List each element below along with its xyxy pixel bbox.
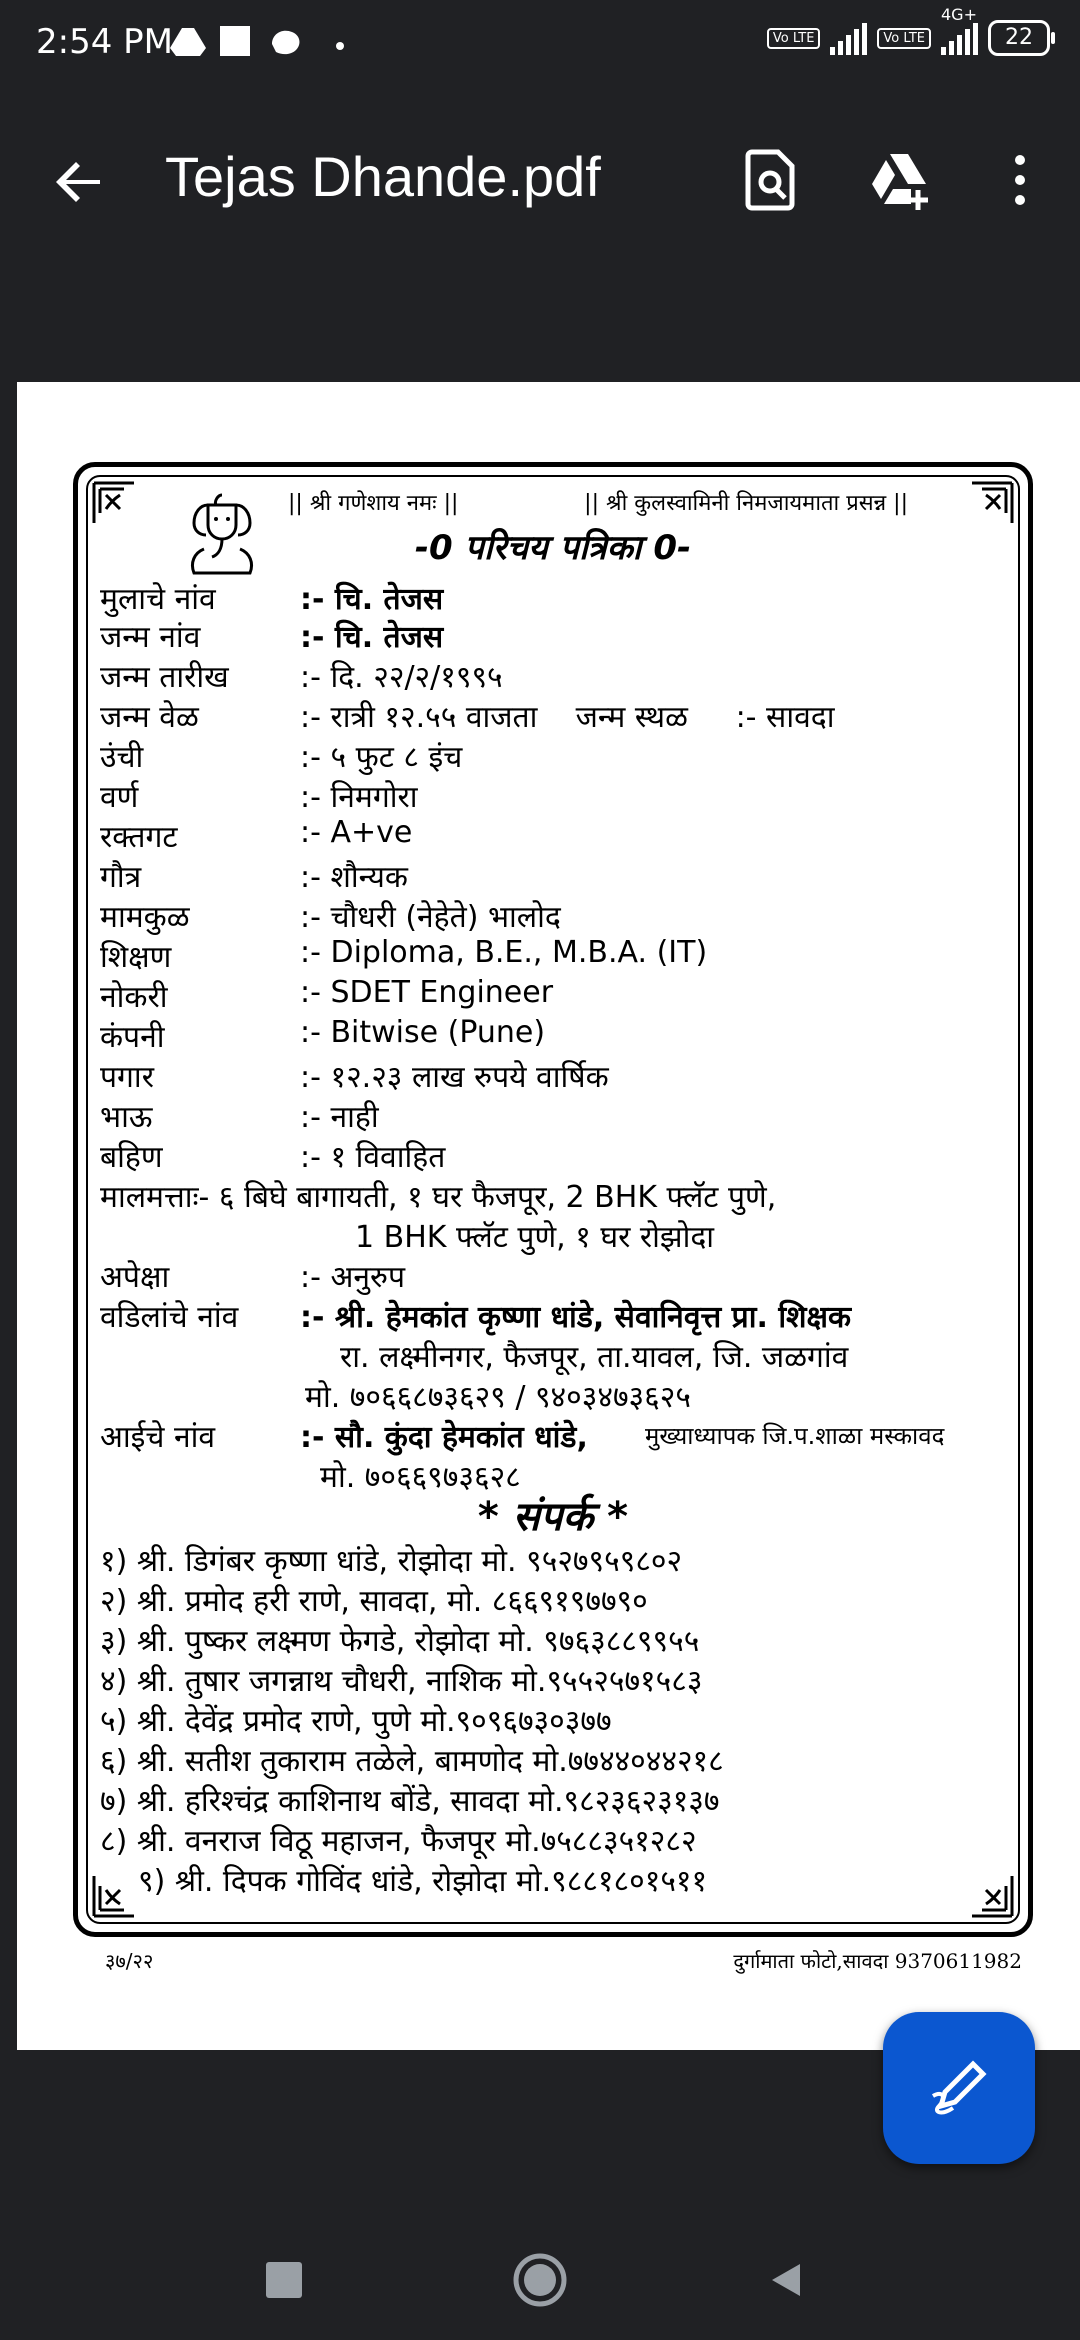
network-type: 4G+ <box>941 5 977 24</box>
contact-item: ८) श्री. वनराज विठू महाजन, फैजपूर मो.७५८८३५१२८२ <box>100 1824 697 1859</box>
notification-square-icon <box>220 26 250 56</box>
edit-fab-button[interactable] <box>883 2012 1035 2164</box>
header-right: || श्री कुलस्वामिनी निमजायमाता प्रसन्न || <box>584 491 908 516</box>
recents-square-icon[interactable] <box>266 2262 302 2298</box>
signal-icon-2 <box>941 5 978 55</box>
back-arrow-icon[interactable] <box>50 152 110 212</box>
contact-item: ४) श्री. तुषार जगन्नाथ चौधरी, नाशिक मो.९५५२५७१५८३ <box>100 1664 703 1699</box>
volte-badge-2: Vo LTE <box>877 28 931 49</box>
notification-bird-icon <box>268 26 304 58</box>
biodata-frame: || श्री गणेशाय नमः || || श्री कुलस्वामिनी निमजायमाता प्रसन्न || -0 परिचय पत्रिका 0- मुलाचे नांव :- चि. तेजस जन्म नांव :- चि. तेजस जन्म तारीख :- दि. २२/२/१९९५ जन्म वेळ :- रात्री १२.५५ वाजता जन्म स्थळ :- सावदा उंची :- ५ फुट ८ इंच वर्ण :- निमगोरा रक्तगट :- A+ve गौत्र :- शौन्यक मामकुळ :- चौधरी (नेहेते) भालोद शिक्षण :- Diploma, B.E., M.B.A. (IT) नोकरी :- SDET Engineer कंपनी :- Bitwise (Pune) पगार :- १२.२३ लाख रुपये वार्षिक भाऊ :- नाही बहिण :- १ विवाहित मालमत्ताः- ६ बिघे बागायती, १ घर फैजपूर, 2 BHK फ्लॅट पुणे, 1 BHK फ्लॅट पुणे, १ घर रोझोदा अपेक्षा :- अनुरुप वडिलांचे नांव :- श्री. हेमकांत कृष्णा धांडे, सेवानिवृत्त प्रा. शिक्षक रा. लक्ष्मीनगर, फैजपूर, ता.यावल, जि. जळगांव मो. ७०६६८७३६२९ / ९४०३४७३६२५ आईचे नांव :- सौ. कुंदा हेमकांत धांडे, मुख्याध्यापक जि.प.शाळा मस्कावद मो. ७०६६९७३६२८ * संपर्क * १) श्री. डिगंबर कृष्णा धांडे, रोझोदा मो. ९५२७९५९८०२ २) श्री. प्रमोद हरी राणे, सावदा, मो. ८६६९१९७७९० ३) श्री. पुष्कर लक्ष्मण फेगडे, रोझोदा मो. ९७६३८८९९५५ ४) श्री. तुषार जगन्नाथ चौधरी, नाशिक मो.९५५२५७१५८३ ५) श्री. देवेंद्र प्रमोद राणे, पुणे मो.९०९६७३०३७७ ६) श्री. सतीश तुकाराम तळेले, बामणोद मो.७७४४०४४२१८ ७) श्री. हरिश्चंद्र काशिनाथ बोंडे, सावदा मो.९८२३६२३१३७ ८) श्री. वनराज विठू महाजन, फैजपूर मो.७५८८३५१२८२ ९) श्री. दिपक गोविंद धांडे, रोझोदा मो.९८८१८०१५११ <box>73 462 1033 1937</box>
contact-item: ७) श्री. हरिश्चंद्र काशिनाथ बोंडे, सावदा मो.९८२३६२३१३७ <box>100 1784 720 1819</box>
footer-right: दुर्गामाता फोटो,सावदा 9370611982 <box>733 1949 1022 1973</box>
add-to-drive-icon[interactable] <box>870 148 934 212</box>
document-title: Tejas Dhande.pdf <box>165 145 601 208</box>
document-heading: -0 परिचय पत्रिका 0- <box>414 528 692 568</box>
pdf-page[interactable] <box>17 382 1080 2050</box>
contact-item: ५) श्री. देवेंद्र प्रमोद राणे, पुणे मो.९०९६७३०३७७ <box>100 1704 612 1739</box>
volte-badge-1: Vo LTE <box>767 28 821 49</box>
signal-icon-1 <box>830 21 867 55</box>
header-left: || श्री गणेशाय नमः || <box>288 491 459 516</box>
battery-icon: 22 <box>988 20 1050 56</box>
corner-ornament-icon <box>90 1868 142 1920</box>
contact-item: ९) श्री. दिपक गोविंद धांडे, रोझोदा मो.९८८१८०१५११ <box>138 1864 708 1899</box>
contact-heading: * संपर्क * <box>477 1494 629 1540</box>
edit-pen-icon <box>927 2056 991 2120</box>
back-triangle-icon[interactable] <box>766 2260 806 2300</box>
more-vert-icon[interactable] <box>1000 148 1040 212</box>
app-bar <box>0 92 1080 382</box>
contact-item: ६) श्री. सतीश तुकाराम तळेले, बामणोद मो.७७४४०४४२१८ <box>100 1744 724 1779</box>
home-circle-icon[interactable] <box>510 2250 570 2310</box>
find-in-page-icon[interactable] <box>740 148 804 212</box>
more-notifications-dot <box>336 42 344 50</box>
notification-drive-icon <box>170 26 206 56</box>
footer-left: ३७/२२ <box>105 1949 154 1973</box>
contact-item: ३) श्री. पुष्कर लक्ष्मण फेगडे, रोझोदा मो. ९७६३८८९९५५ <box>100 1624 700 1659</box>
system-nav-bar <box>0 2190 1080 2340</box>
status-bar <box>0 0 1080 92</box>
contact-item: २) श्री. प्रमोद हरी राणे, सावदा, मो. ८६६९१९७७९० <box>100 1584 648 1619</box>
status-time: 2:54 PM <box>36 22 173 62</box>
contact-item: १) श्री. डिगंबर कृष्णा धांडे, रोझोदा मो. ९५२७९५९८०२ <box>100 1544 683 1579</box>
corner-ornament-icon <box>964 1868 1016 1920</box>
